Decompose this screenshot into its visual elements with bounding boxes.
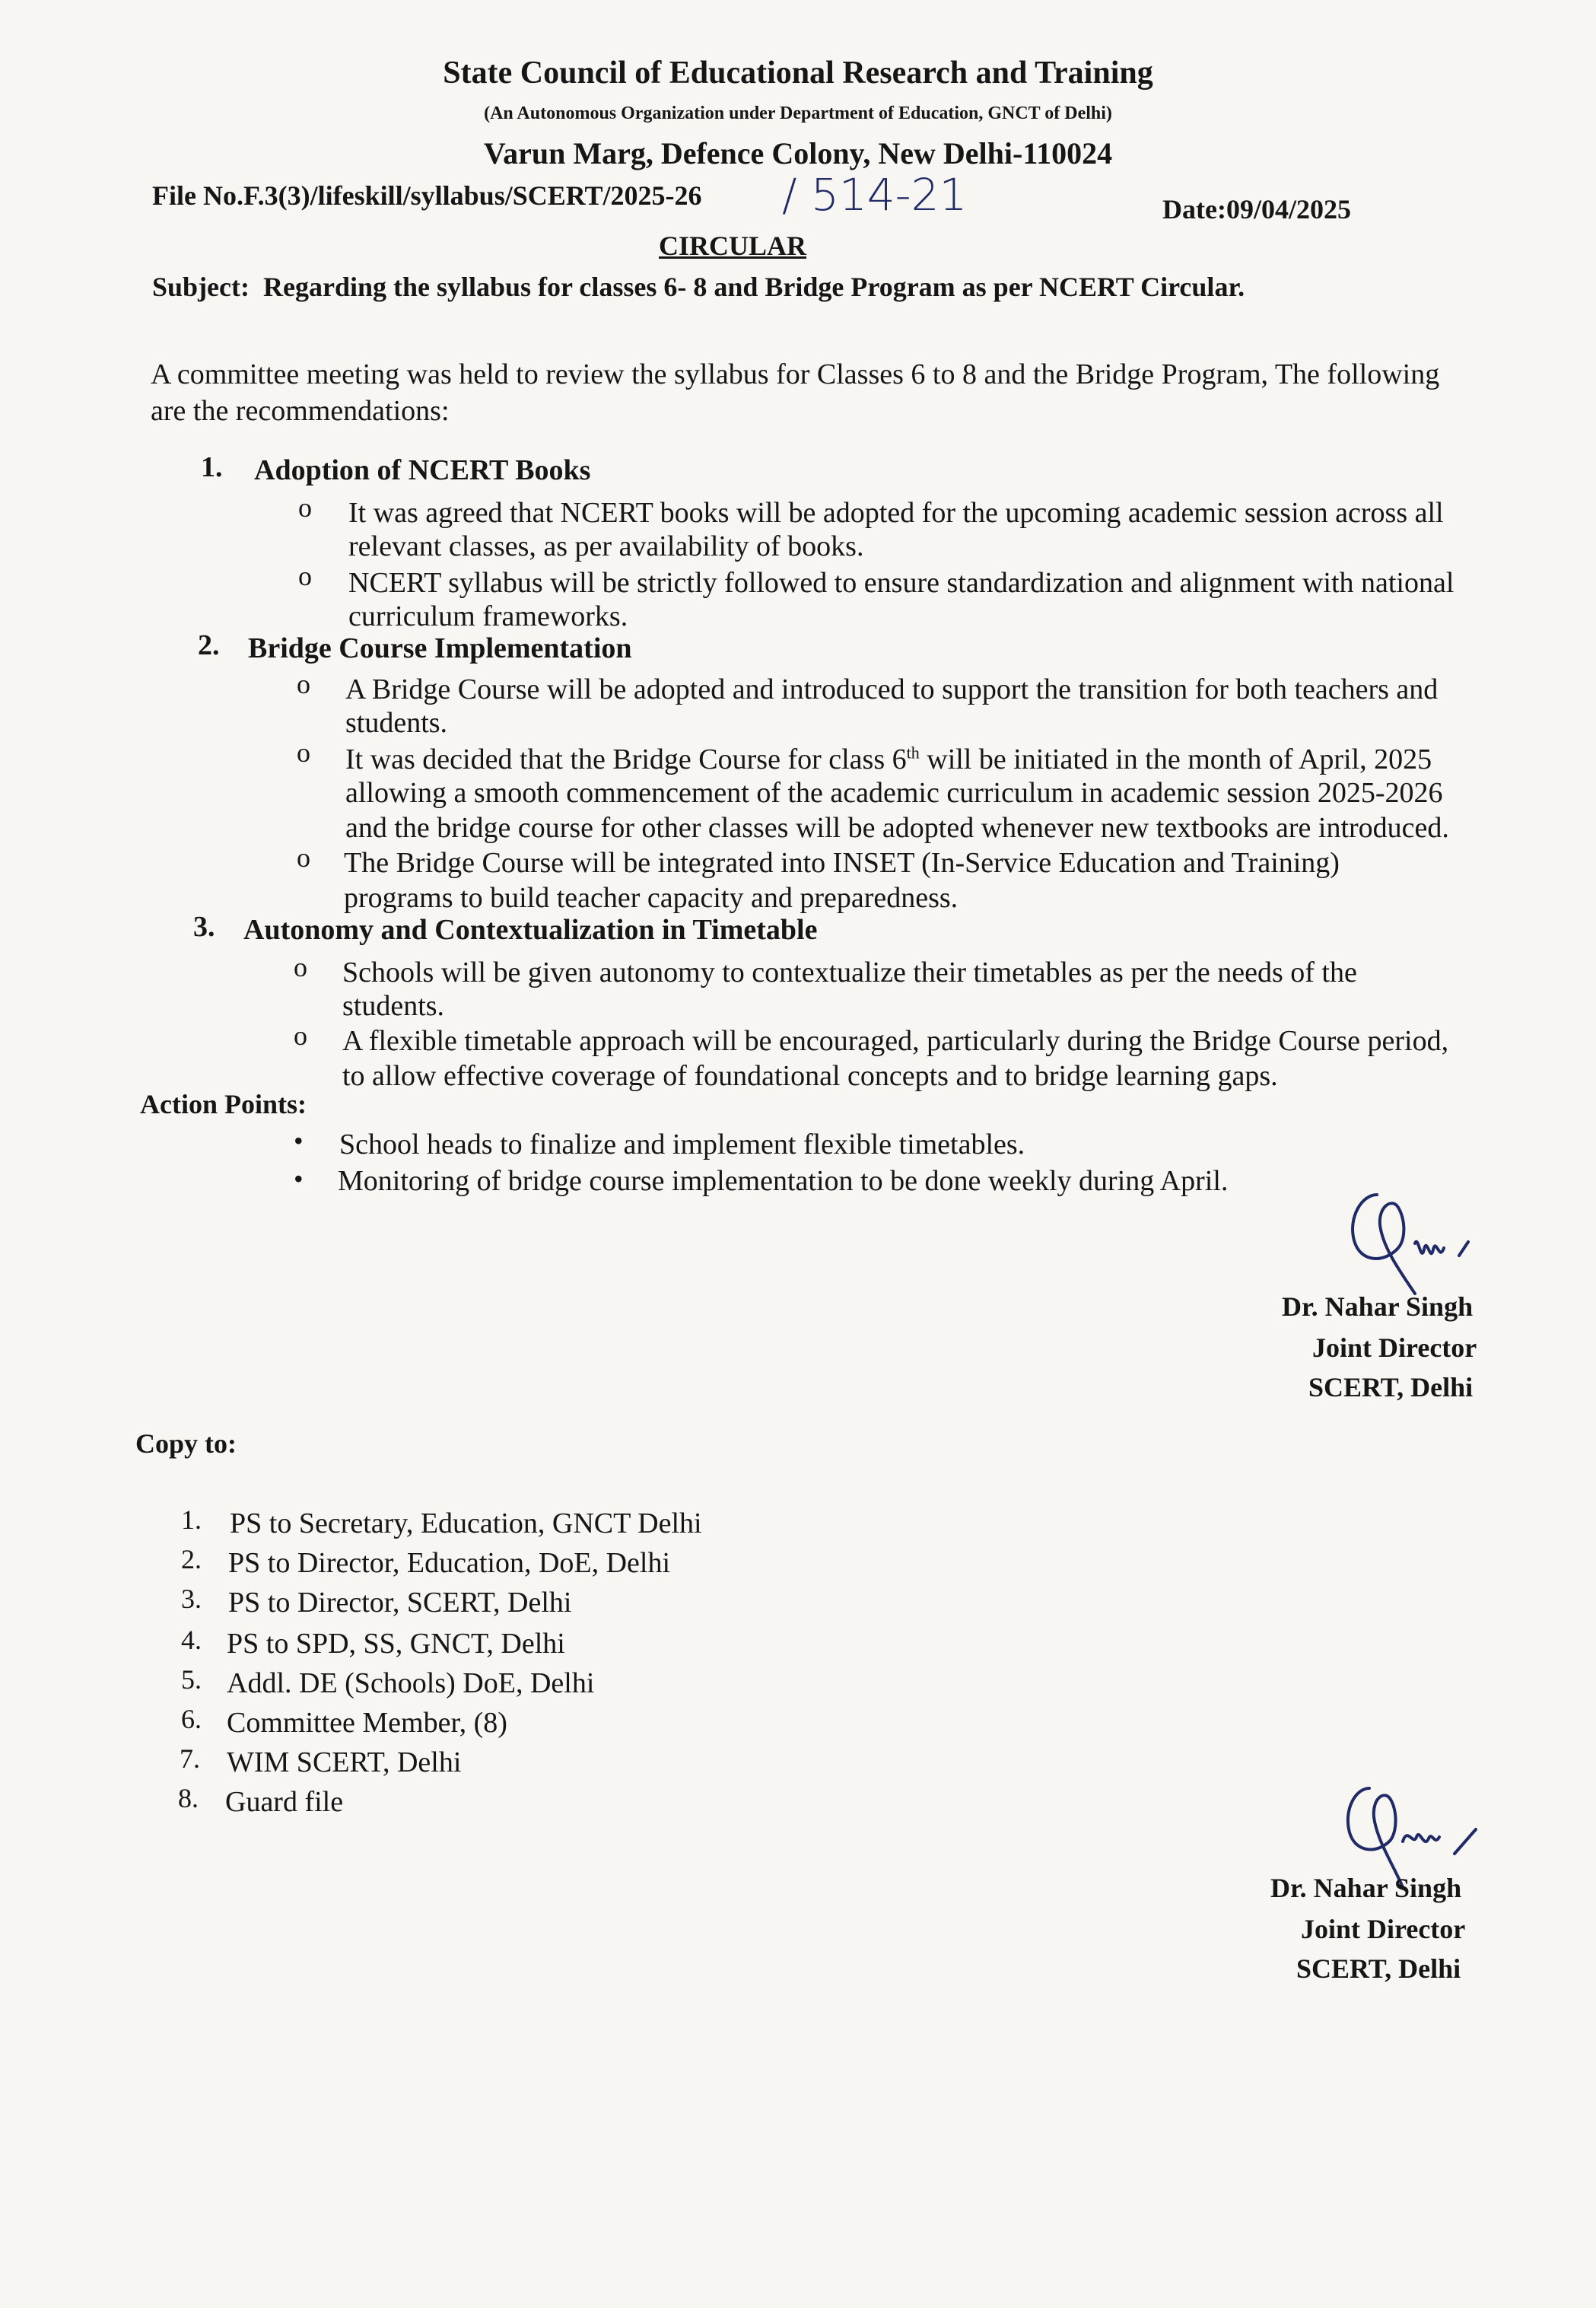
action-points-heading: Action Points: xyxy=(140,1089,307,1119)
subject-text: Regarding the syllabus for classes 6- 8 and Bridge Program as per NCERT Circular. xyxy=(263,272,1245,302)
hollow-bullet-icon: o xyxy=(297,737,310,768)
hollow-bullet-icon: o xyxy=(294,952,307,982)
section-2-bullet-2-pre: It was decided that the Bridge Course for class 6 xyxy=(345,743,907,775)
section-2-bullet-1-line-2: students. xyxy=(345,707,448,739)
copy-to-heading: Copy to: xyxy=(135,1428,237,1459)
section-3-title: Autonomy and Contextualization in Timetable xyxy=(243,914,818,946)
section-1-number: 1. xyxy=(201,451,223,483)
file-number: File No.F.3(3)/lifeskill/syllabus/SCERT/2025-26 xyxy=(152,180,702,211)
hollow-bullet-icon: o xyxy=(298,561,312,591)
signatory-2-designation: Joint Director xyxy=(1301,1914,1466,1944)
copy-to-item-8-number: 8. xyxy=(178,1783,199,1813)
section-1-bullet-2-line-1: NCERT syllabus will be strictly followed to ensure standardization and alignment with national xyxy=(348,567,1455,599)
section-2-bullet-2-post: will be initiated in the month of April, 2025 xyxy=(919,743,1432,775)
hollow-bullet-icon: o xyxy=(298,492,312,523)
section-3-bullet-2-line-1: A flexible timetable approach will be encouraged, particularly during the Bridge Course period, xyxy=(342,1025,1449,1057)
solid-bullet-icon: • xyxy=(294,1125,304,1156)
section-2-bullet-3-line-2: programs to build teacher capacity and preparedness. xyxy=(344,882,959,914)
section-2-bullet-2-line-2: allowing a smooth commencement of the academic curriculum in academic session 2025-2026 xyxy=(345,777,1443,809)
circular-date: Date:09/04/2025 xyxy=(1162,194,1351,224)
intro-line-1: A committee meeting was held to review the syllabus for Classes 6 to 8 and the Bridge Program, The following xyxy=(151,358,1440,390)
org-address: Varun Marg, Defence Colony, New Delhi-110024 xyxy=(483,136,1113,170)
section-2-bullet-1-line-1: A Bridge Course will be adopted and introduced to support the transition for both teachers and xyxy=(345,673,1439,705)
copy-to-item-4-number: 4. xyxy=(181,1625,202,1655)
section-2-title: Bridge Course Implementation xyxy=(248,632,632,664)
copy-to-item-2-number: 2. xyxy=(181,1544,202,1574)
signatory-2-office: SCERT, Delhi xyxy=(1296,1953,1461,1984)
copy-to-item-7: WIM SCERT, Delhi xyxy=(227,1746,462,1778)
copy-to-item-3: PS to Director, SCERT, Delhi xyxy=(228,1587,572,1619)
hollow-bullet-icon: o xyxy=(297,842,310,873)
signatory-1-designation: Joint Director xyxy=(1312,1332,1477,1363)
signatory-1-office: SCERT, Delhi xyxy=(1308,1372,1474,1402)
signatory-1-name: Dr. Nahar Singh xyxy=(1282,1291,1474,1322)
hollow-bullet-icon: o xyxy=(297,669,310,699)
copy-to-item-1: PS to Secretary, Education, GNCT Delhi xyxy=(230,1507,702,1539)
section-1-bullet-1-line-2: relevant classes, as per availability of books. xyxy=(348,530,864,562)
section-3-number: 3. xyxy=(193,911,215,943)
subject-line xyxy=(152,271,1245,303)
handwritten-dispatch-number: / 514-21 xyxy=(782,169,968,221)
copy-to-item-1-number: 1. xyxy=(181,1504,202,1535)
copy-to-item-3-number: 3. xyxy=(181,1584,202,1614)
section-1-bullet-2-line-2: curriculum frameworks. xyxy=(348,600,628,632)
intro-line-2: are the recommendations: xyxy=(151,395,450,427)
org-subtitle: (An Autonomous Organization under Department of Education, GNCT of Delhi) xyxy=(484,103,1112,123)
copy-to-item-5-number: 5. xyxy=(181,1664,202,1695)
section-3-bullet-1-line-1: Schools will be given autonomy to contextualize their timetables as per the needs of the xyxy=(342,957,1357,988)
section-2-bullet-2-line-1 xyxy=(345,743,1432,776)
section-2-bullet-3-line-1: The Bridge Course will be integrated into INSET (In-Service Education and Training) xyxy=(344,847,1340,879)
action-point-2: Monitoring of bridge course implementation to be done weekly during April. xyxy=(338,1165,1229,1197)
copy-to-item-6-number: 6. xyxy=(181,1704,202,1734)
section-2-number: 2. xyxy=(198,629,220,661)
section-3-bullet-1-line-2: students. xyxy=(342,990,445,1022)
section-3-bullet-2-line-2: to allow effective coverage of foundational concepts and to bridge learning gaps. xyxy=(342,1060,1278,1092)
section-1-bullet-1-line-1: It was agreed that NCERT books will be adopted for the upcoming academic session across all xyxy=(348,497,1444,529)
copy-to-item-5: Addl. DE (Schools) DoE, Delhi xyxy=(227,1667,595,1699)
solid-bullet-icon: • xyxy=(294,1164,304,1194)
circular-heading: CIRCULAR xyxy=(659,231,807,261)
copy-to-item-4: PS to SPD, SS, GNCT, Delhi xyxy=(227,1628,565,1660)
subject-label: Subject: xyxy=(152,272,250,302)
section-2-bullet-2-line-3: and the bridge course for other classes will be adopted whenever new textbooks are introduced. xyxy=(345,812,1449,844)
org-name: State Council of Educational Research and Training xyxy=(443,56,1153,91)
hollow-bullet-icon: o xyxy=(294,1020,307,1051)
action-point-1: School heads to finalize and implement flexible timetables. xyxy=(339,1129,1025,1160)
copy-to-item-8: Guard file xyxy=(225,1786,344,1818)
signatory-2-name: Dr. Nahar Singh xyxy=(1270,1873,1462,1903)
copy-to-item-6: Committee Member, (8) xyxy=(227,1707,507,1739)
copy-to-item-7-number: 7. xyxy=(180,1743,200,1774)
section-1-title: Adoption of NCERT Books xyxy=(254,454,591,486)
copy-to-item-2: PS to Director, Education, DoE, Delhi xyxy=(228,1547,671,1579)
ordinal-suffix: th xyxy=(906,743,920,762)
